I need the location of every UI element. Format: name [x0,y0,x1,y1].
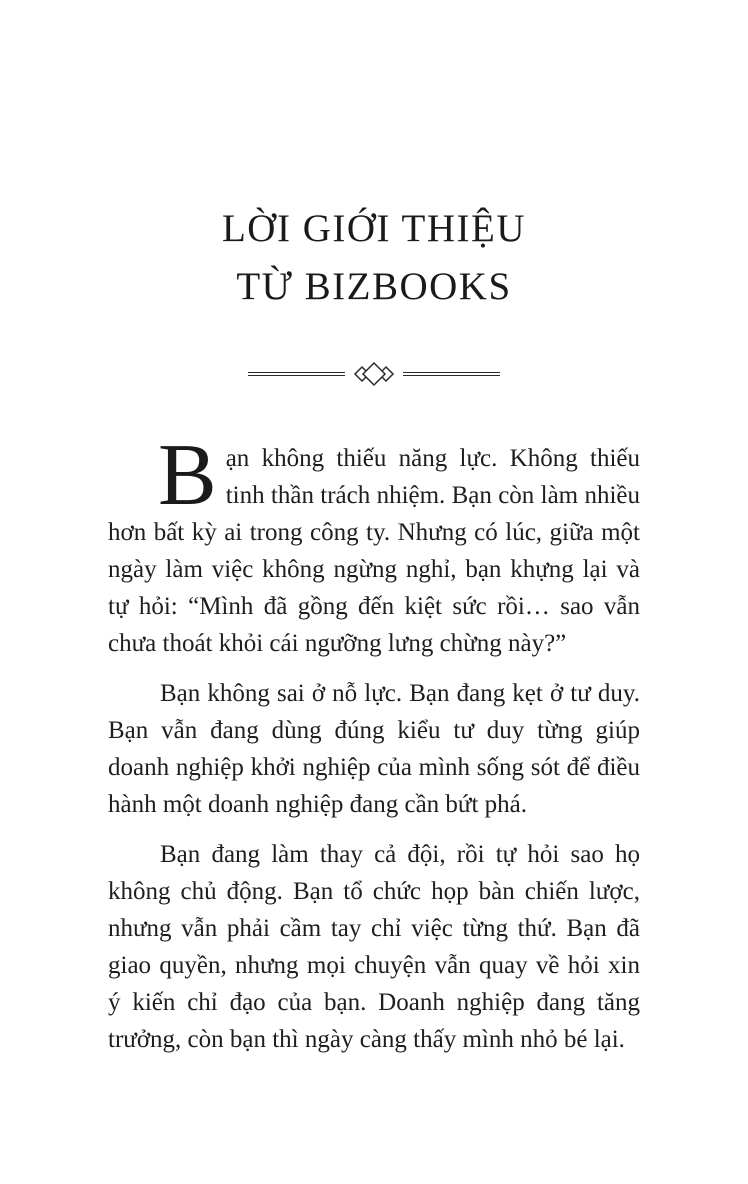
chapter-title-line2: TỪ BIZBOOKS [236,265,512,308]
ornament-divider [0,360,748,388]
divider-rule-left [248,372,345,376]
body-text [108,427,640,1058]
divider-rule-right [403,372,500,376]
drop-cap: B [158,427,217,524]
paragraph-intro [108,427,640,662]
paragraph: Bạn không sai ở nỗ lực. Bạn đang kẹt ở tư duy. Bạn vẫn đang dùng đúng kiểu tư duy từng giúp doanh nghiệp khởi nghiệp của mình sống sót để điều hành một doanh nghiệp đang cần bứt phá. [108,680,640,818]
chapter-title [0,0,748,316]
diamond-ornament-icon [351,360,397,388]
paragraph-intro-text: ạn không thiếu năng lực. Không thiếu tinh thần trách nhiệm. Bạn còn làm nhiều hơn bất kỳ ai trong công ty. Nhưng có lúc, giữa một ngày làm việc không ngừng nghỉ, bạn khựng lại và tự hỏi: “Mình đã gồng đến kiệt sức rồi… sao vẫn chưa thoát khỏi cái ngưỡng lưng chừng này?” [108,445,640,657]
chapter-title-line1: LỜI GIỚI THIỆU [221,207,527,250]
paragraph: Bạn đang làm thay cả đội, rồi tự hỏi sao họ không chủ động. Bạn tổ chức họp bàn chiến lược, nhưng vẫn phải cầm tay chỉ việc từng thứ. Bạn đã giao quyền, nhưng mọi chuyện vẫn quay về hỏi xin ý kiến chỉ đạo của bạn. Doanh nghiệp đang tăng trưởng, còn bạn thì ngày càng thấy mình nhỏ bé lại. [108,841,640,1053]
